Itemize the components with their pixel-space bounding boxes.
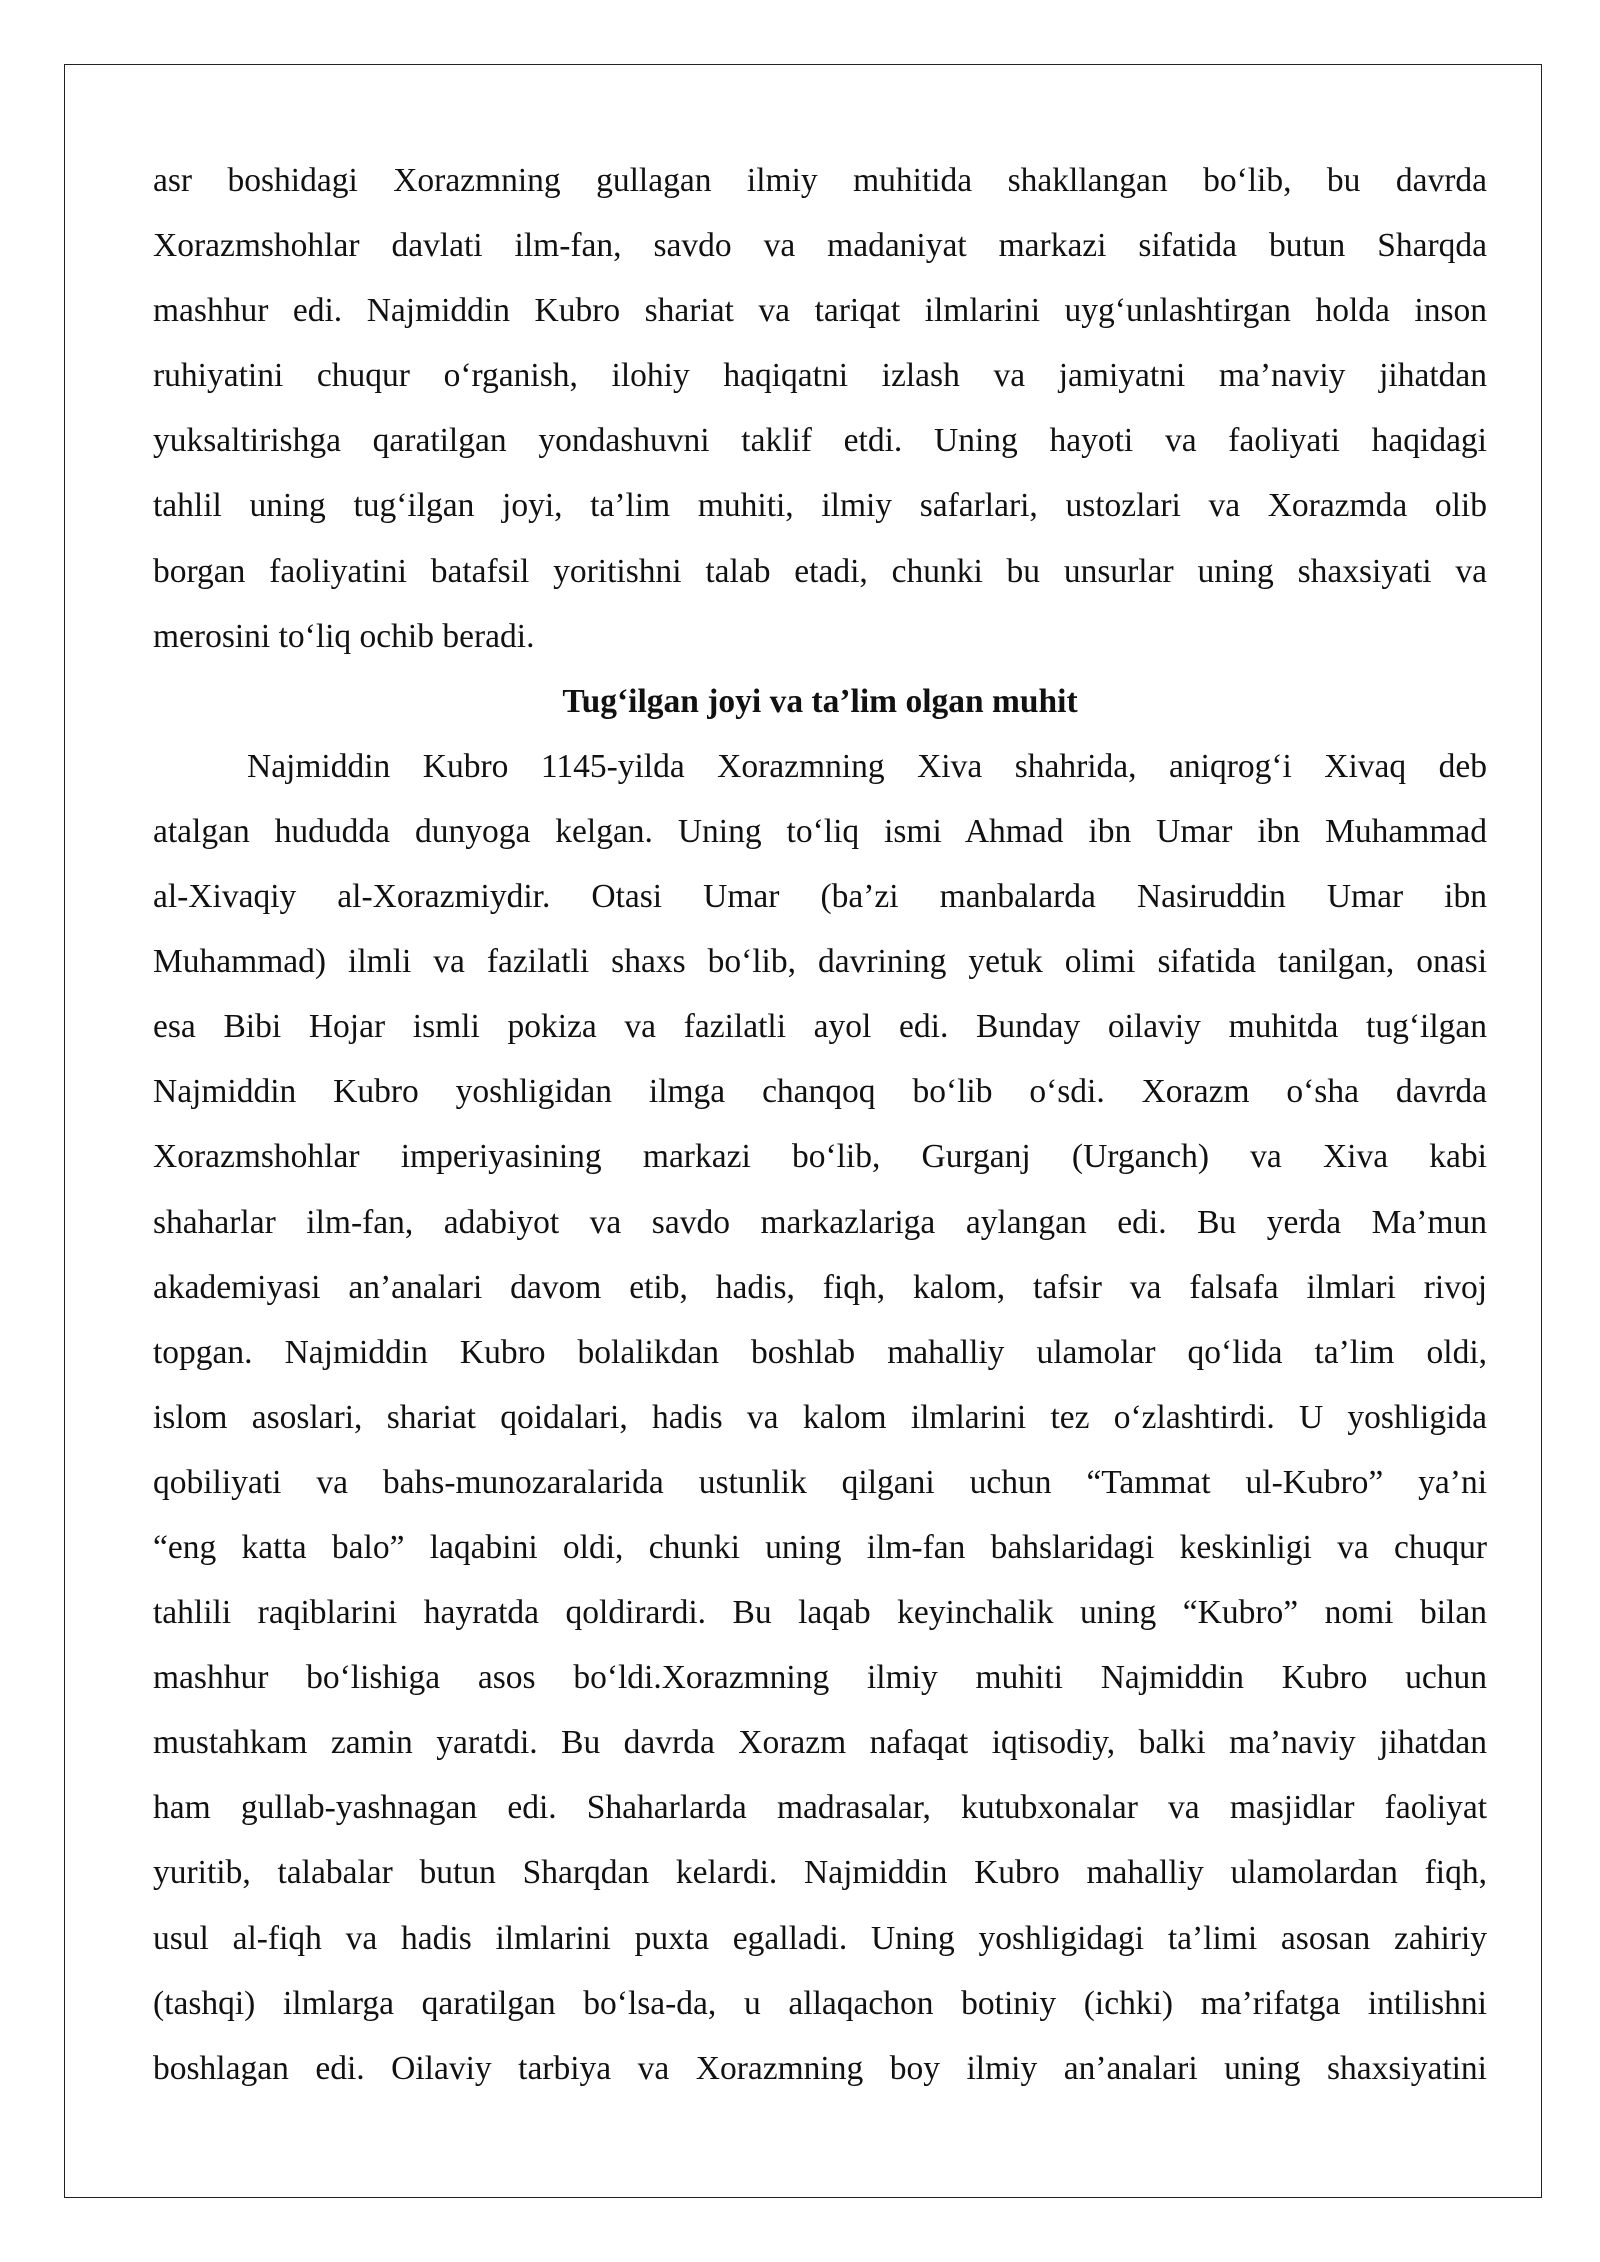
text-line: ham gullab-yashnagan edi. Shaharlarda madrasalar, kutubxonalar va masjidlar faoliyat (153, 1789, 1487, 1827)
text-line: mashhur bo‘lishiga asos bo‘ldi.Xorazmning ilmiy muhiti Najmiddin Kubro uchun (153, 1659, 1487, 1697)
text-line: (tashqi) ilmlarga qaratilgan bo‘lsa-da, u allaqachon botiniy (ichki) ma’rifatga intilishni (153, 1984, 1487, 2022)
text-line: tahlili raqiblarini hayratda qoldirardi. Bu laqab keyinchalik uning “Kubro” nomi bilan (153, 1594, 1487, 1632)
text-line: mashhur edi. Najmiddin Kubro shariat va tariqat ilmlarini uyg‘unlashtirgan holda inson (153, 292, 1487, 330)
text-line: esa Bibi Hojar ismli pokiza va fazilatli ayol edi. Bunday oilaviy muhitda tug‘ilgan (153, 1008, 1487, 1046)
text-line: usul al-fiqh va hadis ilmlarini puxta egalladi. Uning yoshligidagi ta’limi asosan zahiriy (153, 1919, 1487, 1957)
text-line: ruhiyatini chuqur o‘rganish, ilohiy haqiqatni izlash va jamiyatni ma’naviy jihatdan (153, 357, 1487, 395)
text-line: Muhammad) ilmli va fazilatli shaxs bo‘lib, davrining yetuk olimi sifatida tanilgan, onasi (153, 943, 1487, 981)
text-line: Xorazmshohlar imperiyasining markazi bo‘lib, Gurganj (Urganch) va Xiva kabi (153, 1138, 1487, 1176)
text-line: Xorazmshohlar davlati ilm-fan, savdo va madaniyat markazi sifatida butun Sharqda (153, 227, 1487, 265)
text-line: Najmiddin Kubro 1145-yilda Xorazmning Xiva shahrida, aniqrog‘i Xivaq deb (247, 747, 1487, 785)
text-line: yuritib, talabalar butun Sharqdan kelardi. Najmiddin Kubro mahalliy ulamolardan fiqh, (153, 1854, 1487, 1892)
section-paragraph (153, 734, 1487, 2101)
text-line: shaharlar ilm-fan, adabiyot va savdo markazlariga aylangan edi. Bu yerda Ma’mun (153, 1203, 1487, 1241)
intro-paragraph (153, 148, 1487, 669)
text-line: borgan faoliyatini batafsil yoritishni talab etadi, chunki bu unsurlar uning shaxsiyati va (153, 552, 1487, 590)
text-line: boshlagan edi. Oilaviy tarbiya va Xorazmning boy ilmiy an’analari uning shaxsiyatini (153, 2049, 1487, 2087)
text-line: atalgan hududda dunyoga kelgan. Uning to‘liq ismi Ahmad ibn Umar ibn Muhammad (153, 812, 1487, 850)
text-line: akademiyasi an’analari davom etib, hadis, fiqh, kalom, tafsir va falsafa ilmlari rivoj (153, 1268, 1487, 1306)
text-line: mustahkam zamin yaratdi. Bu davrda Xorazm nafaqat iqtisodiy, balki ma’naviy jihatdan (153, 1724, 1487, 1762)
document-body (153, 148, 1487, 2101)
text-line: merosini to‘liq ochib beradi. (153, 617, 535, 655)
text-line: al-Xivaqiy al-Xorazmiydir. Otasi Umar (ba’zi manbalarda Nasiruddin Umar ibn (153, 878, 1487, 916)
text-line: Najmiddin Kubro yoshligidan ilmga chanqoq bo‘lib o‘sdi. Xorazm o‘sha davrda (153, 1073, 1487, 1111)
section-heading: Tug‘ilgan joyi va ta’lim olgan muhit (562, 682, 1078, 720)
text-line: qobiliyati va bahs-munozaralarida ustunlik qilgani uchun “Tammat ul-Kubro” ya’ni (153, 1463, 1487, 1501)
text-line: asr boshidagi Xorazmning gullagan ilmiy muhitida shakllangan bo‘lib, bu davrda (153, 162, 1487, 199)
text-line: tahlil uning tug‘ilgan joyi, ta’lim muhiti, ilmiy safarlari, ustozlari va Xorazmda olib (153, 487, 1487, 525)
text-line: “eng katta balo” laqabini oldi, chunki uning ilm-fan bahslaridagi keskinligi va chuqur (153, 1528, 1487, 1566)
text-line: topgan. Najmiddin Kubro bolalikdan boshlab mahalliy ulamolar qo‘lida ta’lim oldi, (153, 1333, 1487, 1371)
text-line: yuksaltirishga qaratilgan yondashuvni taklif etdi. Uning hayoti va faoliyati haqidagi (153, 422, 1487, 460)
text-line: islom asoslari, shariat qoidalari, hadis va kalom ilmlarini tez o‘zlashtirdi. U yoshligida (153, 1398, 1487, 1436)
